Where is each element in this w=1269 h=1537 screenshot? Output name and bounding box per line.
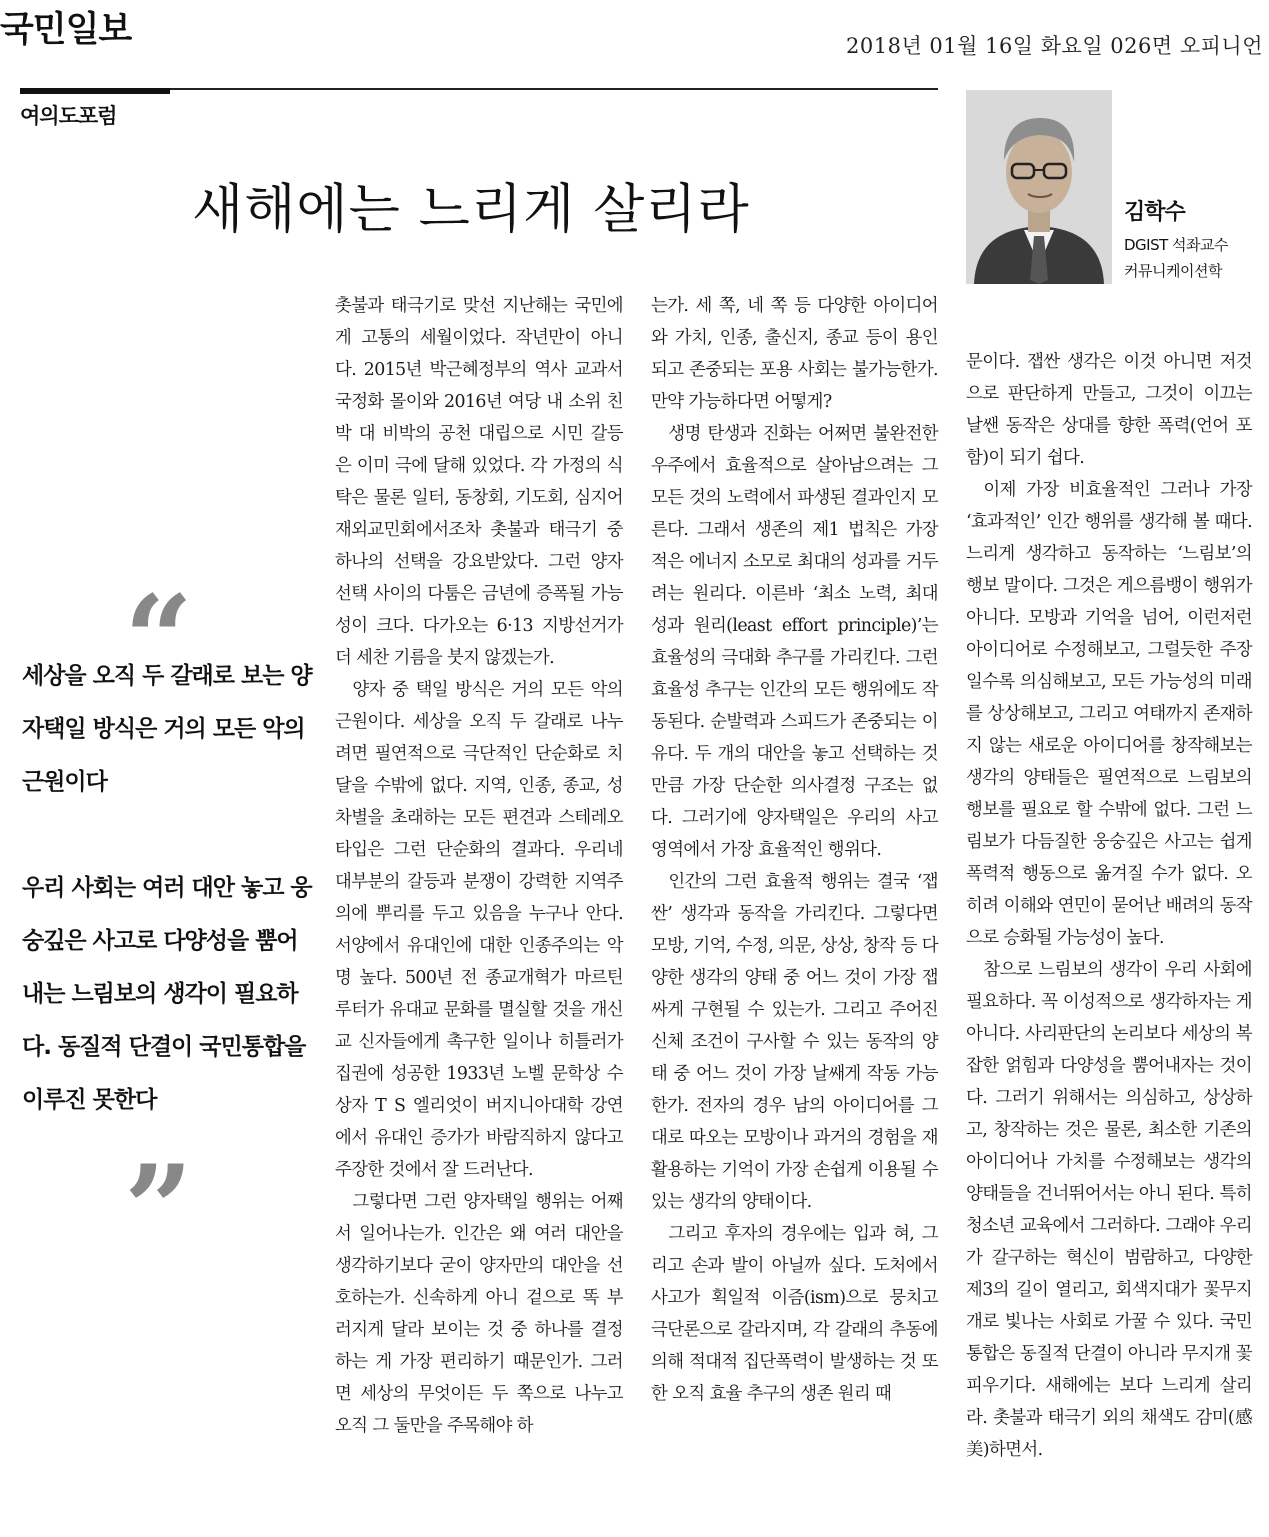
author-byline [1124, 195, 1228, 284]
author-affiliation: DGIST 석좌교수 [1124, 236, 1229, 254]
open-quote-icon: “ [124, 569, 194, 710]
paragraph: 는가. 세 쪽, 네 쪽 등 다양한 아이디어와 가치, 인종, 출신지, 종교 등이 용인되고 존중되는 포용 사회는 불가능한가. 만약 가능하다면 어떻게? [651, 296, 938, 412]
article-column-1 [335, 290, 623, 1442]
paragraph: 생명 탄생과 진화는 어쩌면 불완전한 우주에서 효율적으로 살아남으려는 그 모든 것의 노력에서 파생된 결과인지 모른다. 그래서 생존의 제1 법칙은 가장 적은 에너지 소모로 최대의 성과를 거두려는 원리다. 이른바 ‘최소 노력, 최대 성과 원리(least effort principle)’는 효율성의 극대화 추구를 가리킨다. 그런 효율성 추구는 인간의 모든 행위에도 작동된다. 순발력과 스피드가 존중되는 이유다. 두 개의 대안을 놓고 선택하는 것만큼 가장 단순한 의사결정 구조는 없다. 그러기에 양자택일은 우리의 사고 영역에서 가장 효율적인 행위다. [651, 424, 938, 860]
paragraph: 참으로 느림보의 생각이 우리 사회에 필요하다. 꼭 이성적으로 생각하자는 게 아니다. 사리판단의 논리보다 세상의 복잡한 얽힘과 다양성을 뿜어내자는 것이다. 그러기 위해서는 의심하고, 상상하고, 창작하는 것은 물론, 최소한 기존의 아이디어나 가치를 수정해보는 생각의 양태들을 건너뛰어서는 아니 된다. 특히 청소년 교육에서 그러하다. 그래야 우리가 갈구하는 혁신이 범람하고, 다양한 제3의 길이 열리고, 회색지대가 꽃무지개로 빛나는 사회로 가꿀 수 있다. 국민통합은 동질적 단결이 아니라 무지개 꽃피우기다. 새해에는 보다 느리게 살리라. 촛불과 태극기 외의 채색도 감미(感美)하면서. [966, 960, 1252, 1460]
headline: 새해에는 느리게 살리라 [192, 179, 750, 240]
author-portrait-illustration [966, 90, 1112, 284]
author-photo [966, 90, 1112, 284]
article-column-3 [966, 346, 1252, 1466]
section-label: 여의도포럼 [20, 104, 117, 128]
paragraph: 그리고 후자의 경우에는 입과 혀, 그리고 손과 발이 아닐까 싶다. 도처에서 사고가 획일적 이즘(ism)으로 뭉치고 극단론으로 갈라지며, 각 갈래의 추동에 의해 적대적 집단폭력이 발생하는 것 또한 오직 효율 추구의 생존 원리 때 [651, 1224, 938, 1404]
paragraph: 인간의 그런 효율적 행위는 결국 ‘잽싼’ 생각과 동작을 가리킨다. 그렇다면 모방, 기억, 수정, 의문, 상상, 창작 등 다양한 생각의 양태 중 어느 것이 가장 잽싸게 구현될 수 있는가. 그리고 주어진 신체 조건이 구사할 수 있는 동작의 양태 중 어느 것이 가장 날쌔게 작동 가능한가. 전자의 경우 남의 아이디어를 그대로 따오는 모방이나 과거의 경험을 재활용하는 기억이 가장 손쉽게 이용될 수 있는 생각의 양태이다. [651, 872, 938, 1212]
paragraph: 그렇다면 그런 양자택일 행위는 어째서 일어나는가. 인간은 왜 여러 대안을 생각하기보다 굳이 양자만의 대안을 선호하는가. 신속하게 아니 겉으로 똑 부러지게 달라 보이는 것 중 하나를 결정하는 게 가장 편리하기 때문인가. 그러면 세상의 무엇이든 두 쪽으로 나누고 오직 그 둘만을 주목해야 하 [335, 1192, 623, 1436]
article-column-2 [651, 290, 938, 1410]
close-quote-icon: ” [124, 1139, 194, 1280]
author-department: 커뮤니케이션학 [1124, 262, 1222, 280]
paragraph: 양자 중 택일 방식은 거의 모든 악의 근원이다. 세상을 오직 두 갈래로 나누려면 필연적으로 극단적인 단순화로 치달을 수밖에 없다. 지역, 인종, 종교, 성차별을 초래하는 모든 편견과 스테레오타입은 그런 단순화의 결과다. 우리네 대부분의 갈등과 분쟁이 강력한 지역주의에 뿌리를 두고 있음을 누구나 안다. 서양에서 유대인에 대한 인종주의는 악명 높다. 500년 전 종교개혁가 마르틴 루터가 유대교 문화를 멸실할 것을 개신교 신자들에게 촉구한 일이나 히틀러가 집권에 성공한 1933년 노벨 문학상 수상자 T S 엘리엇이 버지니아대학 강연에서 유대인 증가가 바람직하지 않다고 주장한 것에서 잘 드러난다. [335, 680, 623, 1180]
paragraph: 문이다. 잽싼 생각은 이것 아니면 저것으로 판단하게 만들고, 그것이 이끄는 날쌘 동작은 상대를 향한 폭력(언어 포함)이 되기 쉽다. [966, 352, 1252, 468]
section-rule-accent [20, 88, 170, 94]
pull-quote-1: 세상을 오직 두 갈래로 보는 양자택일 방식은 거의 모든 악의 근원이다 [22, 663, 312, 795]
paragraph: 이제 가장 비효율적인 그러나 가장 ‘효과적인’ 인간 행위를 생각해 볼 때다. 느리게 생각하고 동작하는 ‘느림보’의 행보 말이다. 그것은 게으름뱅이 행위가 아니다. 모방과 기억을 넘어, 이런저런 아이디어로 수정해보고, 그럴듯한 주장일수록 의심해보고, 모든 가능성의 미래를 상상해보고, 그리고 여태까지 존재하지 않는 새로운 아이디어를 창작해보는 생각의 양태들은 필연적으로 느림보의 행보를 필요로 할 수밖에 없다. 그런 느림보가 다듬질한 웅숭깊은 사고는 쉽게 폭력적 행동으로 옮겨질 수가 없다. 오히려 이해와 연민이 묻어난 배려의 동작으로 승화될 가능성이 높다. [966, 480, 1252, 948]
newspaper-masthead: 국민일보 [0, 10, 132, 50]
dateline: 2018년 01월 16일 화요일 026면 오피니언 [846, 34, 1263, 58]
pull-quote-2: 우리 사회는 여러 대안 놓고 웅숭깊은 사고로 다양성을 뿜어내는 느림보의 생각이 필요하다. 동질적 단결이 국민통합을 이루진 못한다 [22, 875, 312, 1113]
paragraph: 촛불과 태극기로 맞선 지난해는 국민에게 고통의 세월이었다. 작년만이 아니다. 2015년 박근혜정부의 역사 교과서 국정화 몰이와 2016년 여당 내 소위 친박 대 비박의 공천 대립으로 시민 갈등은 이미 극에 달해 있었다. 각 가정의 식탁은 물론 일터, 동창회, 기도회, 심지어 재외교민회에서조차 촛불과 태극기 중 하나의 선택을 강요받았다. 그런 양자 선택 사이의 다툼은 금년에 증폭될 가능성이 크다. 다가오는 6·13 지방선거가 더 세찬 기름을 붓지 않겠는가. [335, 296, 623, 668]
author-name: 김학수 [1124, 200, 1185, 225]
